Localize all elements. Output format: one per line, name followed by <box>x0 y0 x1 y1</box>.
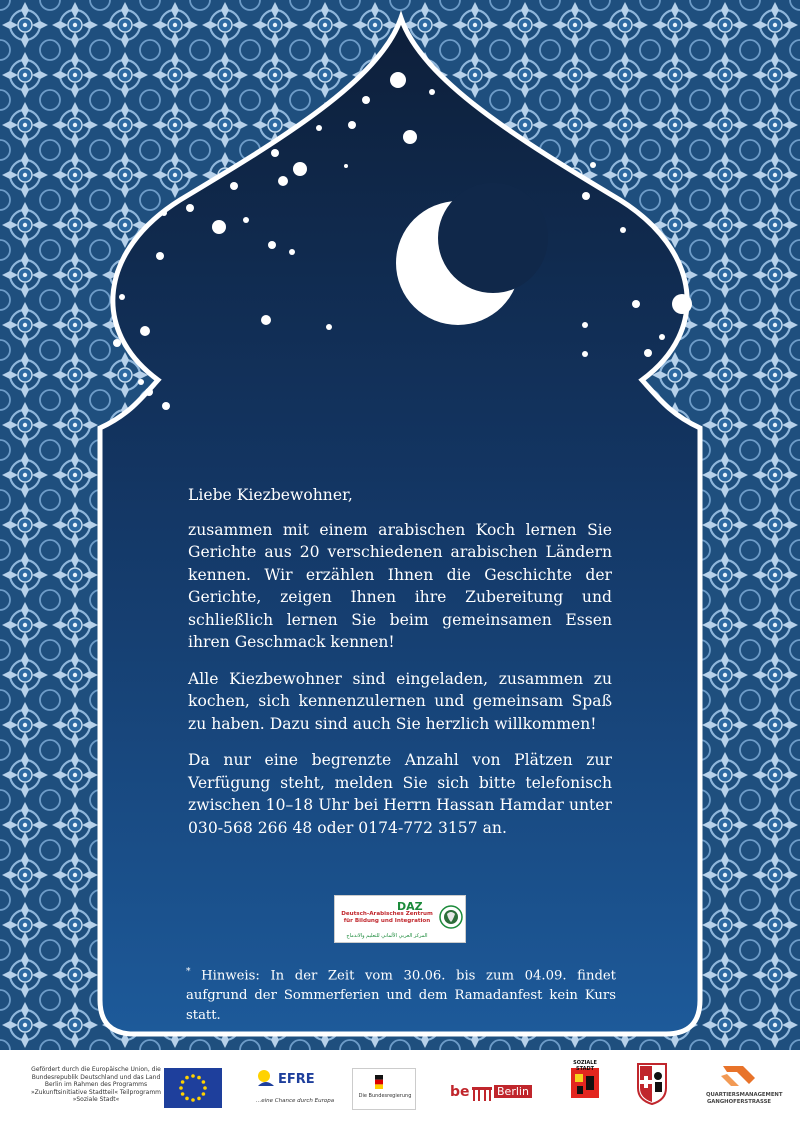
daz-arabic: المركز العربي الألماني للتعليم والاندماج <box>346 933 428 939</box>
funding-statement: Gefördert durch die Europäische Union, die Bundesrepublik Deutschland und das Land Berlin im Rahmen des Programms »Zukunftsinitiative Stadtteil« Teilprogramm »Soziale Stadt« <box>30 1066 162 1103</box>
arrow-logo-icon <box>719 1062 759 1088</box>
soziale-stadt-logo <box>566 1060 604 1108</box>
closure-note <box>186 962 616 1026</box>
quartiersmanagement-logo <box>706 1060 783 1110</box>
daz-seal-icon <box>439 902 463 936</box>
berlin-logo: be Berlin <box>450 1084 536 1104</box>
efre-mark-icon <box>256 1068 276 1090</box>
daz-logo <box>334 895 466 943</box>
brandenburg-gate-icon <box>472 1087 492 1101</box>
letter-paragraph-3: Da nur eine begrenzte Anzahl von Plätzen zur Verfügung steht, melden Sie sich bitte telefonisch zwischen 10–18 Uhr bei Herrn Hassan Hamdar unter 030-568 266 48 oder 0174-772 3157 an. <box>188 751 612 837</box>
invitation-letter <box>188 484 612 853</box>
note-text: Hinweis: In der Zeit vom 30.06. bis zum 04.09. findet aufgrund der Sommerferien und dem Ramadanfest kein Kurs statt. <box>186 968 616 1024</box>
letter-paragraph-2: Alle Kiezbewohner sind eingeladen, zusammen zu kochen, sich kennenzulernen und gemeinsam Spaß zu haben. Dazu sind auch Sie herzlich willkommen! <box>188 669 612 733</box>
efre-label: EFRE <box>278 1072 315 1087</box>
bundesregierung-logo <box>352 1068 416 1110</box>
eu-flag-icon <box>164 1068 222 1108</box>
daz-name: Deutsch-Arabisches Zentrum für Bildung und Integration <box>341 911 433 924</box>
letter-paragraph-1: zusammen mit einem arabischen Koch lernen Sie Gerichte aus 20 verschiedenen arabischen Ländern kennen. Wir erzählen Ihnen die Geschichte der Gerichte, zeigen Ihnen ihre Zubereitung und schließlich lernen Sie beim gemeinsamen Essen ihren Geschmack kennen! <box>188 520 612 651</box>
coat-of-arms-icon <box>636 1062 668 1106</box>
daz-abbr: DAZ <box>397 900 423 913</box>
soziale-stadt-label: SOZIALE STADT <box>573 1060 597 1072</box>
efre-slogan: ...eine Chance durch Europa <box>256 1098 335 1104</box>
efre-logo <box>254 1066 335 1110</box>
federal-flag-icon <box>375 1075 383 1089</box>
bundesregierung-label: Die Bundesregierung <box>358 1093 412 1099</box>
berlin-label: Berlin <box>494 1085 532 1098</box>
note-marker: * <box>186 967 191 977</box>
letter-greeting: Liebe Kiezbewohner, <box>188 486 353 504</box>
quartiersmanagement-label: QUARTIERSMANAGEMENT GANGHOFERSTRASSE <box>706 1092 783 1105</box>
